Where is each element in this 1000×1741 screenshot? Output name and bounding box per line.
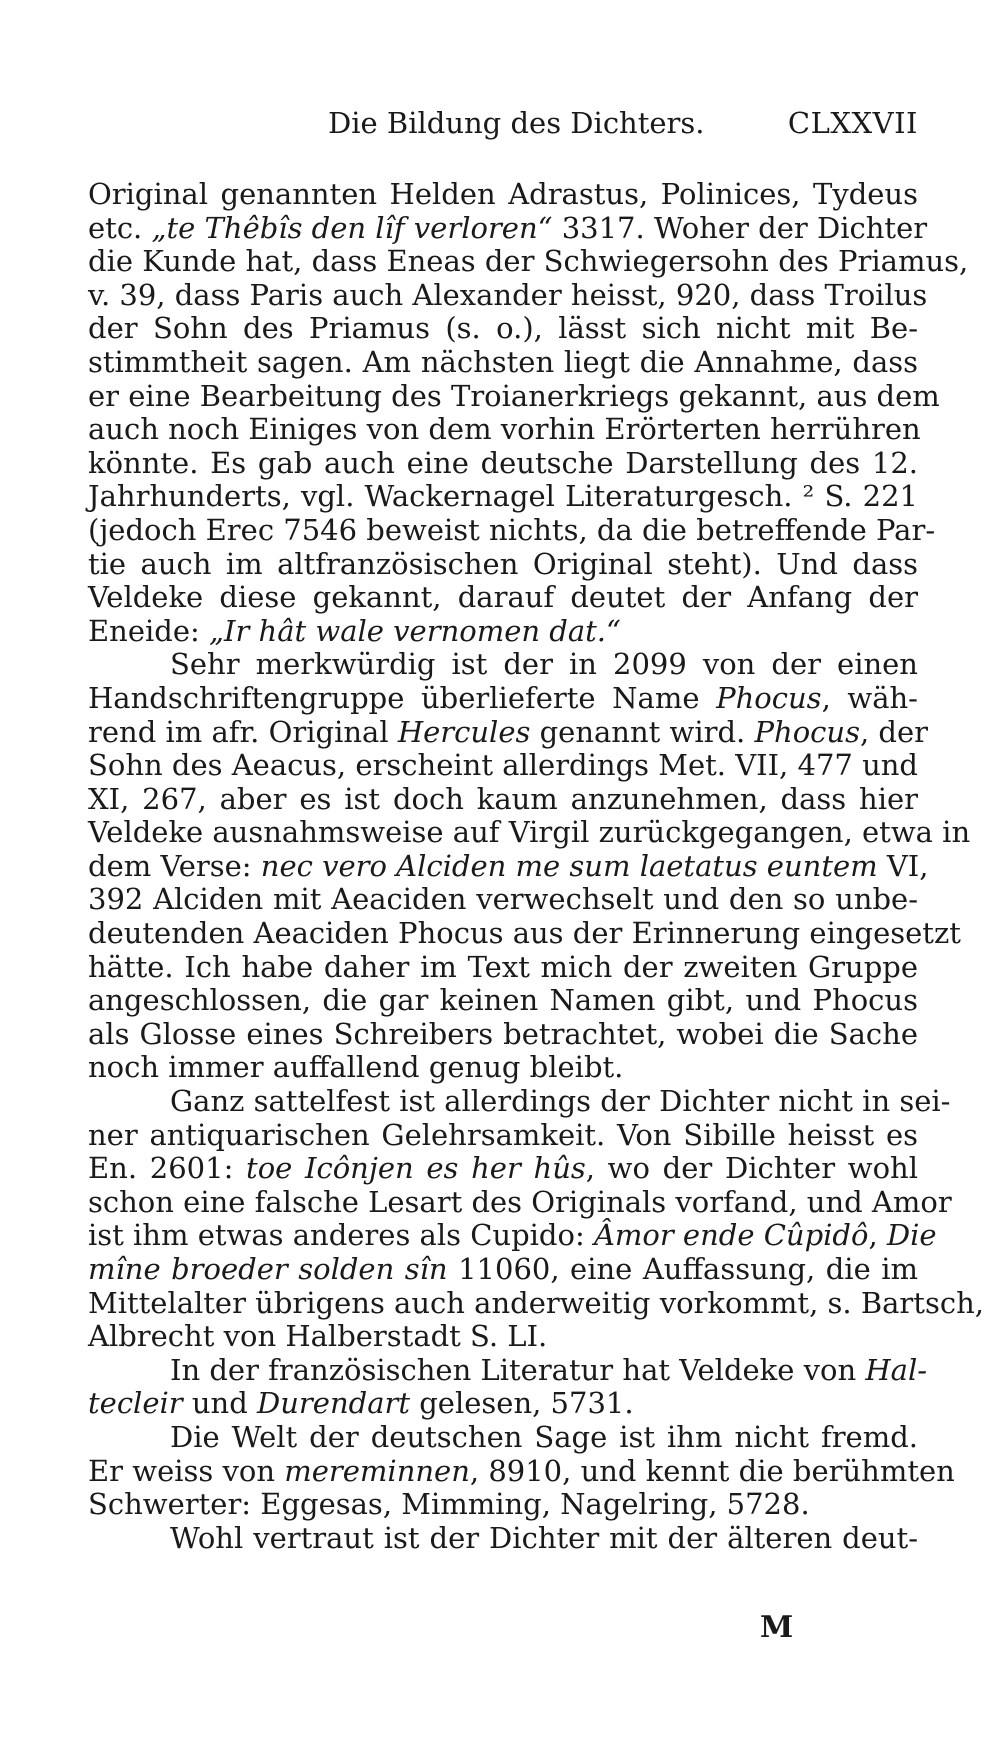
- quotation: nec vero Alciden me sum laetatus euntem: [260, 848, 878, 883]
- text-span: auch noch Einiges von dem vorhin Erörterten herrühren: [88, 412, 921, 447]
- text-line: [88, 447, 918, 481]
- text-line: [88, 1018, 918, 1052]
- text-span: könnte. Es gab auch eine deutsche Darstellung des 12.: [88, 445, 918, 480]
- quotation: mîne broeder solden sîn: [88, 1252, 448, 1286]
- text-span: 392 Alciden mit Aeaciden verwechselt und den so unbe-: [88, 882, 918, 917]
- text-line: [88, 581, 918, 615]
- text-span: XI, 267, aber es ist doch kaum anzunehmen, dass hier: [88, 781, 918, 816]
- text-span: Ganz sattelfest ist allerdings der Dichter nicht in sei-: [170, 1084, 951, 1119]
- text-line: [88, 210, 928, 246]
- text-line: [88, 1253, 918, 1287]
- text-span: ist ihm etwas anderes als Cupido:: [88, 1218, 594, 1253]
- text-line: [88, 1152, 918, 1186]
- running-title: Die Bildung des Dichters.: [328, 106, 705, 140]
- italic-term: Hal-: [865, 1352, 928, 1387]
- text-span: Mittelalter übrigens auch anderweitig vorkommt, s. Bartsch,: [88, 1285, 984, 1320]
- text-line: [88, 512, 936, 548]
- text-line: [88, 480, 918, 514]
- text-line: [88, 312, 918, 346]
- text-line: [88, 412, 921, 447]
- text-span: deutenden Aeaciden Phocus aus der Erinnerung eingesetzt: [88, 916, 961, 951]
- text-span: und: [182, 1386, 257, 1421]
- italic-term: Phocus: [716, 680, 822, 715]
- text-span: Sehr merkwürdig ist der in 2099 von der einen: [170, 647, 918, 682]
- quotation: „te Thêbîs den lîf verloren“: [151, 210, 553, 245]
- text-span: Veldeke ausnahmsweise auf Virgil zurückgegangen, etwa in: [88, 815, 971, 850]
- text-span: angeschlossen, die gar keinen Namen gibt, und Phocus: [88, 983, 918, 1018]
- text-span: er eine Bearbeitung des Troianerkriegs gekannt, aus dem: [88, 378, 940, 413]
- text-span: , wo der Dichter wohl: [585, 1151, 919, 1186]
- text-span: Albrecht von Halberstadt S. LI.: [88, 1319, 548, 1354]
- text-span: Eneide:: [88, 613, 209, 648]
- text-span: 3317. Woher der Dichter: [552, 210, 928, 245]
- text-line: [88, 951, 918, 985]
- italic-term: Phocus: [754, 714, 860, 749]
- text-line: [88, 984, 918, 1018]
- text-span: ,: [868, 1218, 887, 1253]
- text-span: schon eine falsche Lesart des Originals vorfand, und Amor: [88, 1184, 952, 1219]
- running-header: [88, 106, 918, 150]
- text-line: [88, 1387, 918, 1421]
- text-span: En. 2601:: [88, 1151, 247, 1186]
- text-span: v. 39, dass Paris auch Alexander heisst, 920, dass Troilus: [88, 277, 928, 312]
- text-span: , 8910, und kennt die berühmten: [469, 1453, 955, 1488]
- text-line: [88, 277, 928, 313]
- text-line: [88, 1051, 918, 1085]
- text-line: [88, 378, 940, 414]
- signature-mark: M: [760, 1610, 794, 1645]
- text-span: stimmtheit sagen. Am nächsten liegt die Annahme, dass: [88, 344, 918, 379]
- text-line: [88, 1218, 937, 1253]
- text-span: VI,: [877, 848, 929, 883]
- text-line: [88, 1285, 984, 1321]
- text-span: als Glosse eines Schreibers betrachtet, wobei die Sache: [88, 1016, 918, 1051]
- text-line: [88, 1352, 928, 1388]
- text-span: (jedoch Erec 7546 beweist nichts, da die betreffende Par-: [88, 512, 936, 547]
- text-span: Wohl vertraut ist der Dichter mit der älteren deut-: [170, 1520, 918, 1555]
- italic-term: tecleir: [88, 1386, 183, 1421]
- text-span: Die Welt der deutschen Sage ist ihm nicht fremd.: [170, 1419, 918, 1454]
- text-line: [88, 244, 969, 279]
- body-text: [88, 177, 984, 1555]
- quotation: Die: [886, 1218, 937, 1253]
- text-line: [88, 1084, 951, 1119]
- text-span: die Kunde hat, dass Eneas der Schwiegersohn des Priamus,: [88, 244, 969, 279]
- text-span: noch immer auffallend genug bleibt.: [88, 1050, 624, 1085]
- text-line: [88, 783, 918, 817]
- text-span: der Sohn des Priamus (s. o.), lässt sich nicht mit Be-: [88, 311, 918, 346]
- text-span: genannt wird.: [530, 714, 755, 749]
- text-line: [88, 815, 971, 850]
- text-line: [88, 346, 918, 380]
- text-line: [88, 548, 918, 582]
- text-line: [88, 1320, 918, 1354]
- text-span: Original genannten Helden Adrastus, Polinices, Tydeus: [88, 177, 918, 211]
- text-line: [88, 714, 928, 750]
- text-span: 11060, eine Auffassung, die im: [447, 1252, 918, 1286]
- italic-term: Hercules: [397, 714, 531, 749]
- text-span: dem Verse:: [88, 848, 261, 883]
- quotation: Âmor ende Cûpidô: [593, 1218, 869, 1253]
- text-line: [88, 1522, 918, 1556]
- text-line: [88, 749, 918, 783]
- text-span: In der französischen Literatur hat Veldeke von: [170, 1352, 866, 1387]
- text-line: [88, 1119, 918, 1153]
- text-span: Jahrhunderts, vgl. Wackernagel Literaturgesch. ² S. 221: [88, 479, 918, 514]
- text-span: Schwerter: Eggesas, Mimming, Nagelring, 5728.: [88, 1487, 810, 1522]
- text-span: Handschriftengruppe überlieferte Name: [88, 680, 717, 715]
- italic-term: Durendart: [257, 1386, 411, 1421]
- text-span: etc.: [88, 210, 152, 245]
- text-span: , der: [859, 714, 928, 749]
- text-span: hätte. Ich habe daher im Text mich der zweiten Gruppe: [88, 949, 918, 984]
- text-line: [88, 648, 918, 682]
- text-line: [88, 1488, 918, 1522]
- text-span: ner antiquarischen Gelehrsamkeit. Von Sibille heisst es: [88, 1117, 918, 1152]
- page-number: CLXXVII: [787, 106, 918, 140]
- text-line: [88, 1453, 955, 1489]
- quotation: „Ir hât wale vernomen dat.“: [209, 613, 621, 648]
- text-line: [88, 1184, 952, 1220]
- text-span: Sohn des Aeacus, erscheint allerdings Met. VII, 477 und: [88, 748, 918, 783]
- text-line: [88, 916, 961, 951]
- text-line: [88, 682, 918, 716]
- text-span: Veldeke diese gekannt, darauf deutet der Anfang der: [88, 580, 918, 615]
- text-line: [88, 883, 918, 917]
- text-span: gelesen, 5731.: [410, 1386, 634, 1421]
- text-line: [88, 1421, 918, 1455]
- text-span: Er weiss von: [88, 1453, 285, 1488]
- italic-term: mereminnen: [284, 1453, 470, 1488]
- text-line: [88, 848, 929, 884]
- text-line: [88, 615, 918, 649]
- text-line: [88, 178, 918, 212]
- quotation: toe Icônjen es her hûs: [246, 1151, 586, 1186]
- text-span: , wäh-: [821, 680, 918, 715]
- text-span: tie auch im altfranzösischen Original steht). Und dass: [88, 546, 918, 581]
- text-span: rend im afr. Original: [88, 714, 398, 749]
